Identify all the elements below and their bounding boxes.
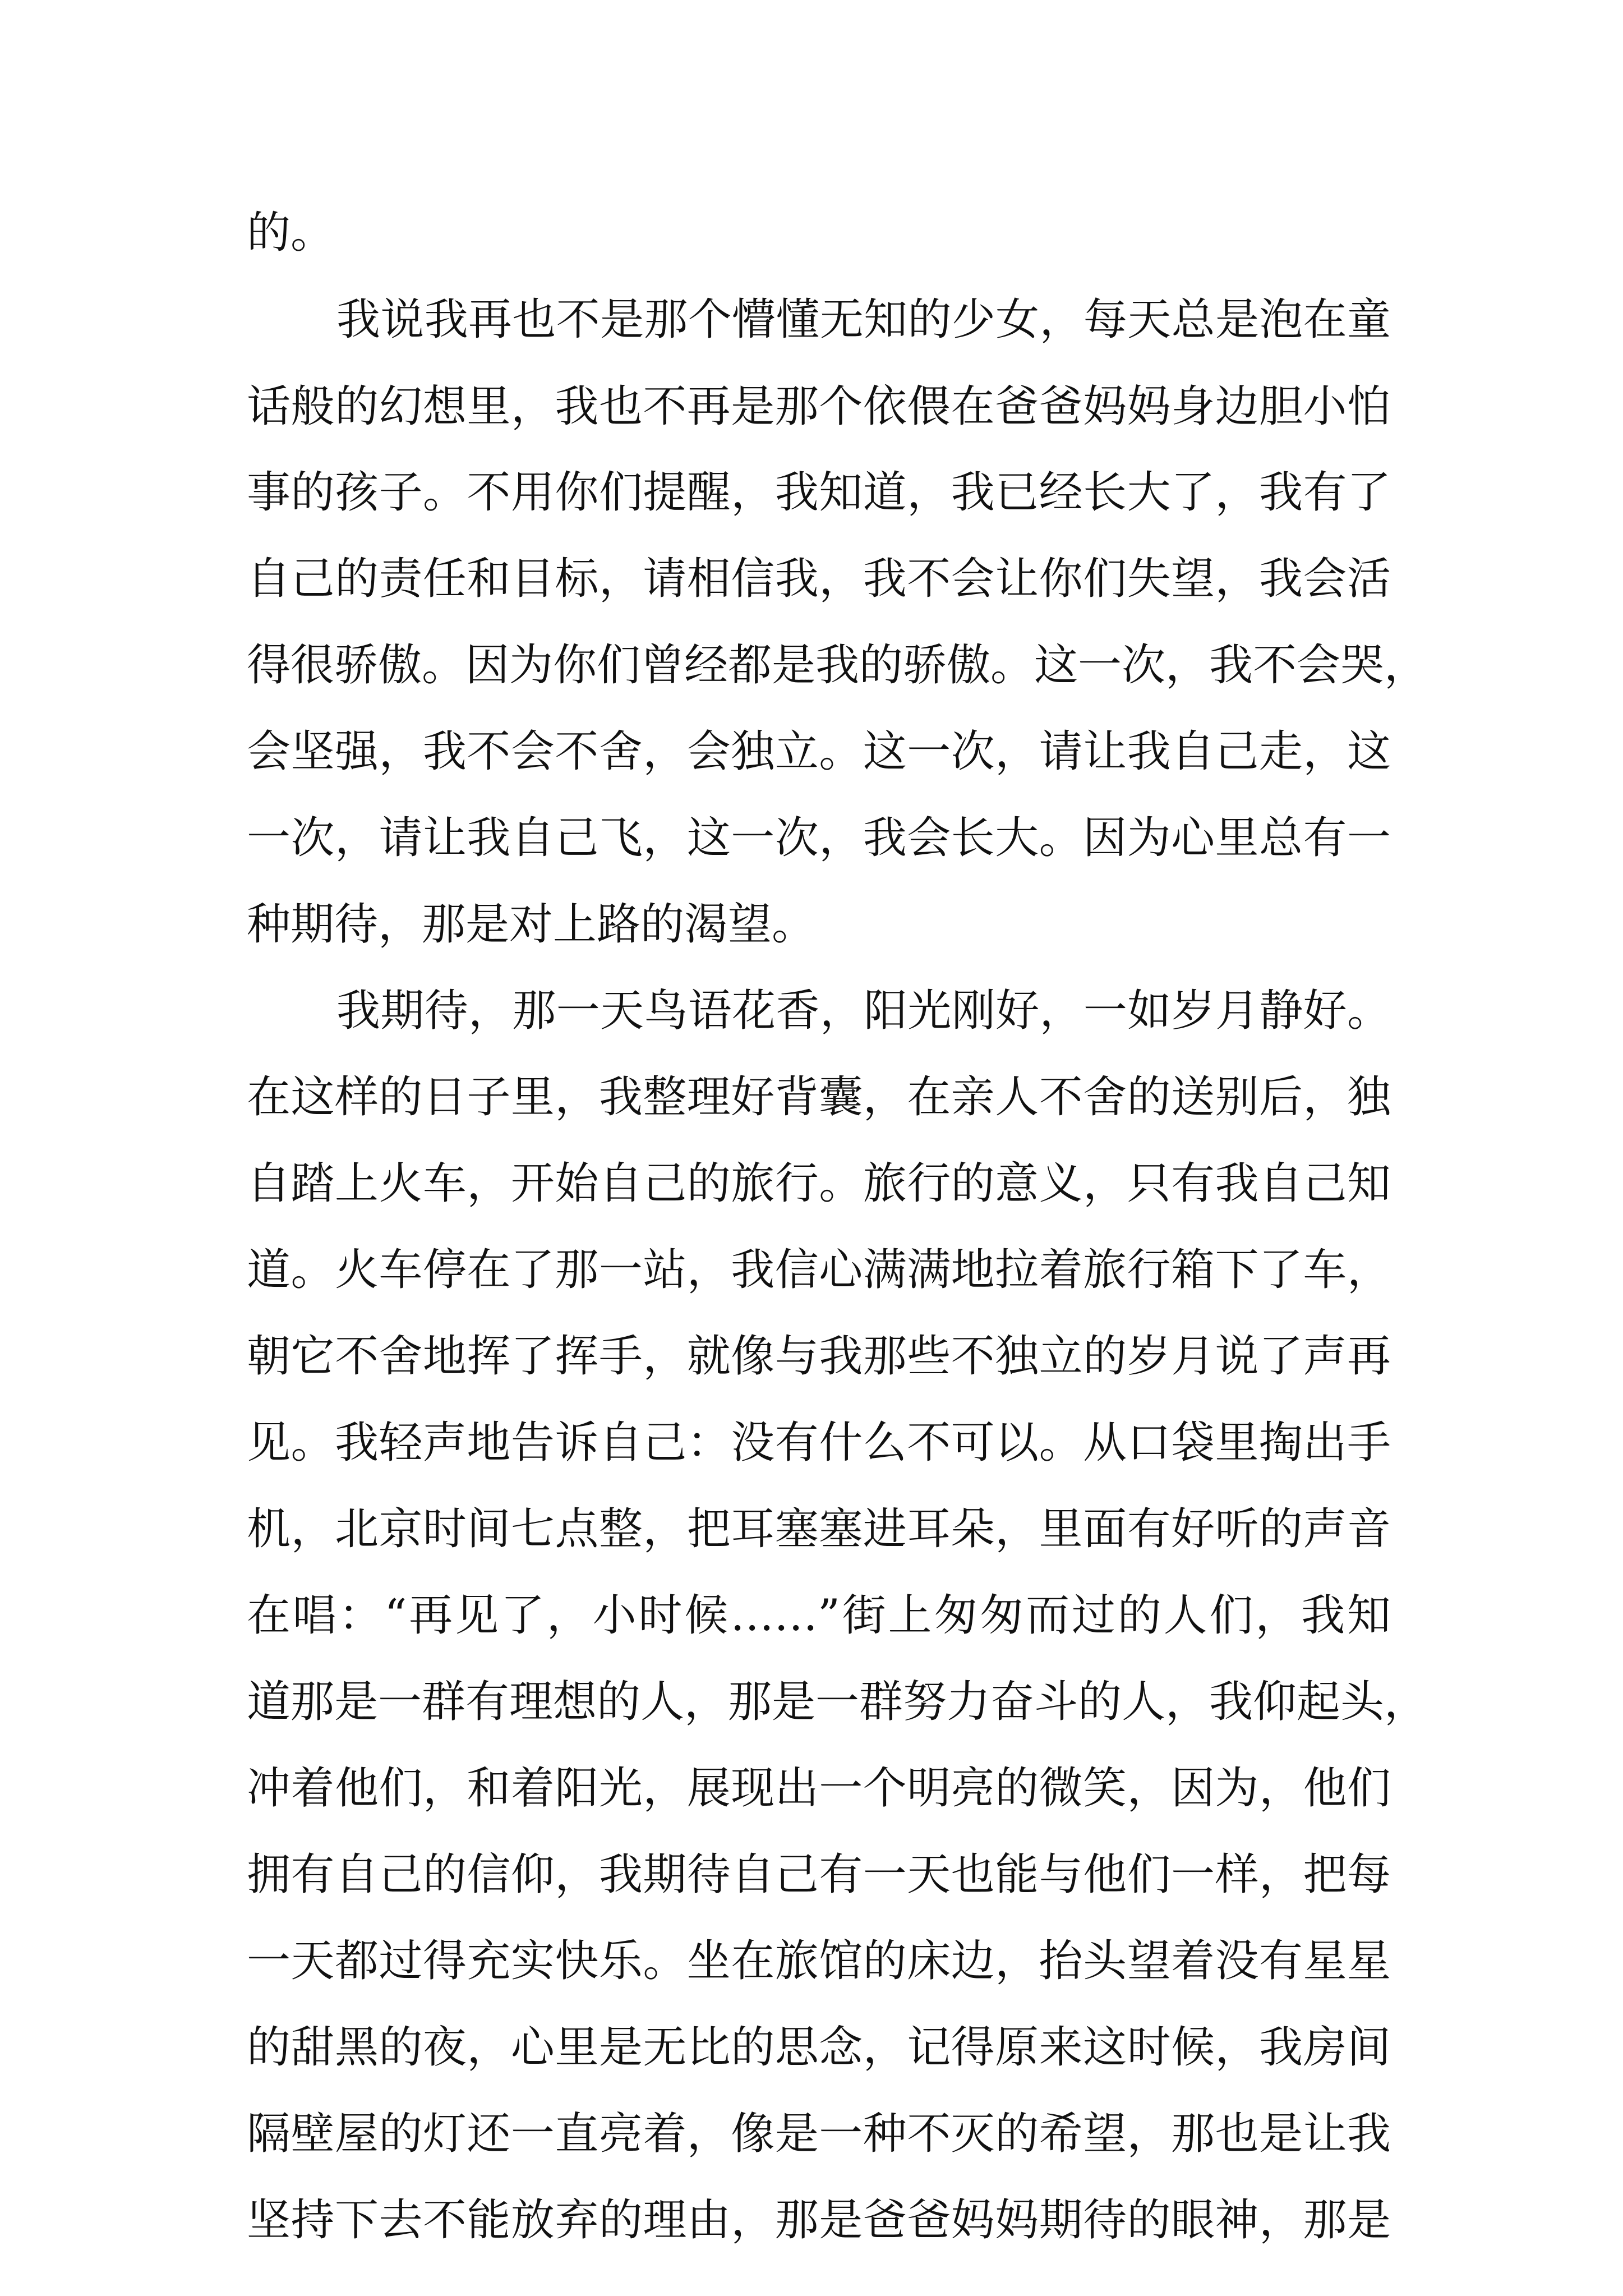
text-line: 见。我轻声地告诉自己：没有什么不可以。从口袋里掏出手 (247, 1418, 1391, 1468)
paragraph-first-line: 我说我再也不是那个懵懂无知的少女，每天总是泡在童 (336, 295, 1391, 345)
text-line: 会坚强，我不会不舍，会独立。这一次，请让我自己走，这 (247, 726, 1391, 777)
text-line: 拥有自己的信仰，我期待自己有一天也能与他们一样，把每 (247, 1849, 1391, 1900)
text-line: 道。火车停在了那一站，我信心满满地拉着旅行箱下了车， (247, 1245, 1391, 1295)
text-line: 话般的幻想里，我也不再是那个依偎在爸爸妈妈身边胆小怕 (247, 381, 1391, 432)
text-line: 道那是一群有理想的人，那是一群努力奋斗的人，我仰起头， (247, 1677, 1428, 1727)
paragraph-first-line: 我期待，那一天鸟语花香，阳光刚好，一如岁月静好。 (336, 986, 1391, 1036)
text-line: 冲着他们，和着阳光，展现出一个明亮的微笑，因为，他们 (247, 1763, 1391, 1814)
text-line: 种期待，那是对上路的渴望。 (247, 899, 816, 950)
text-line: 一次，请让我自己飞，这一次，我会长大。因为心里总有一 (247, 813, 1391, 863)
text-line: 在唱：“再见了，小时候……”街上匆匆而过的人们，我知 (247, 1590, 1391, 1641)
text-line: 在这样的日子里，我整理好背囊，在亲人不舍的送别后，独 (247, 1072, 1391, 1122)
text-line: 自己的责任和目标，请相信我，我不会让你们失望，我会活 (247, 554, 1391, 604)
text-line: 坚持下去不能放弃的理由，那是爸爸妈妈期待的眼神，那是 (247, 2195, 1391, 2246)
text-line: 隔壁屋的灯还一直亮着，像是一种不灭的希望，那也是让我 (247, 2109, 1391, 2159)
text-line: 机，北京时间七点整，把耳塞塞进耳朵，里面有好听的声音 (247, 1504, 1391, 1554)
text-line: 事的孩子。不用你们提醒，我知道，我已经长大了，我有了 (247, 467, 1391, 518)
text-line: 的甜黑的夜，心里是无比的思念，记得原来这时候，我房间 (247, 2022, 1391, 2073)
text-line: 自踏上火车，开始自己的旅行。旅行的意义，只有我自己知 (247, 1158, 1391, 1209)
text-line: 得很骄傲。因为你们曾经都是我的骄傲。这一次，我不会哭， (247, 640, 1428, 691)
text-line: 的。 (247, 208, 335, 258)
text-line: 朝它不舍地挥了挥手，就像与我那些不独立的岁月说了声再 (247, 1331, 1391, 1382)
text-line: 一天都过得充实快乐。坐在旅馆的床边，抬头望着没有星星 (247, 1936, 1391, 1986)
